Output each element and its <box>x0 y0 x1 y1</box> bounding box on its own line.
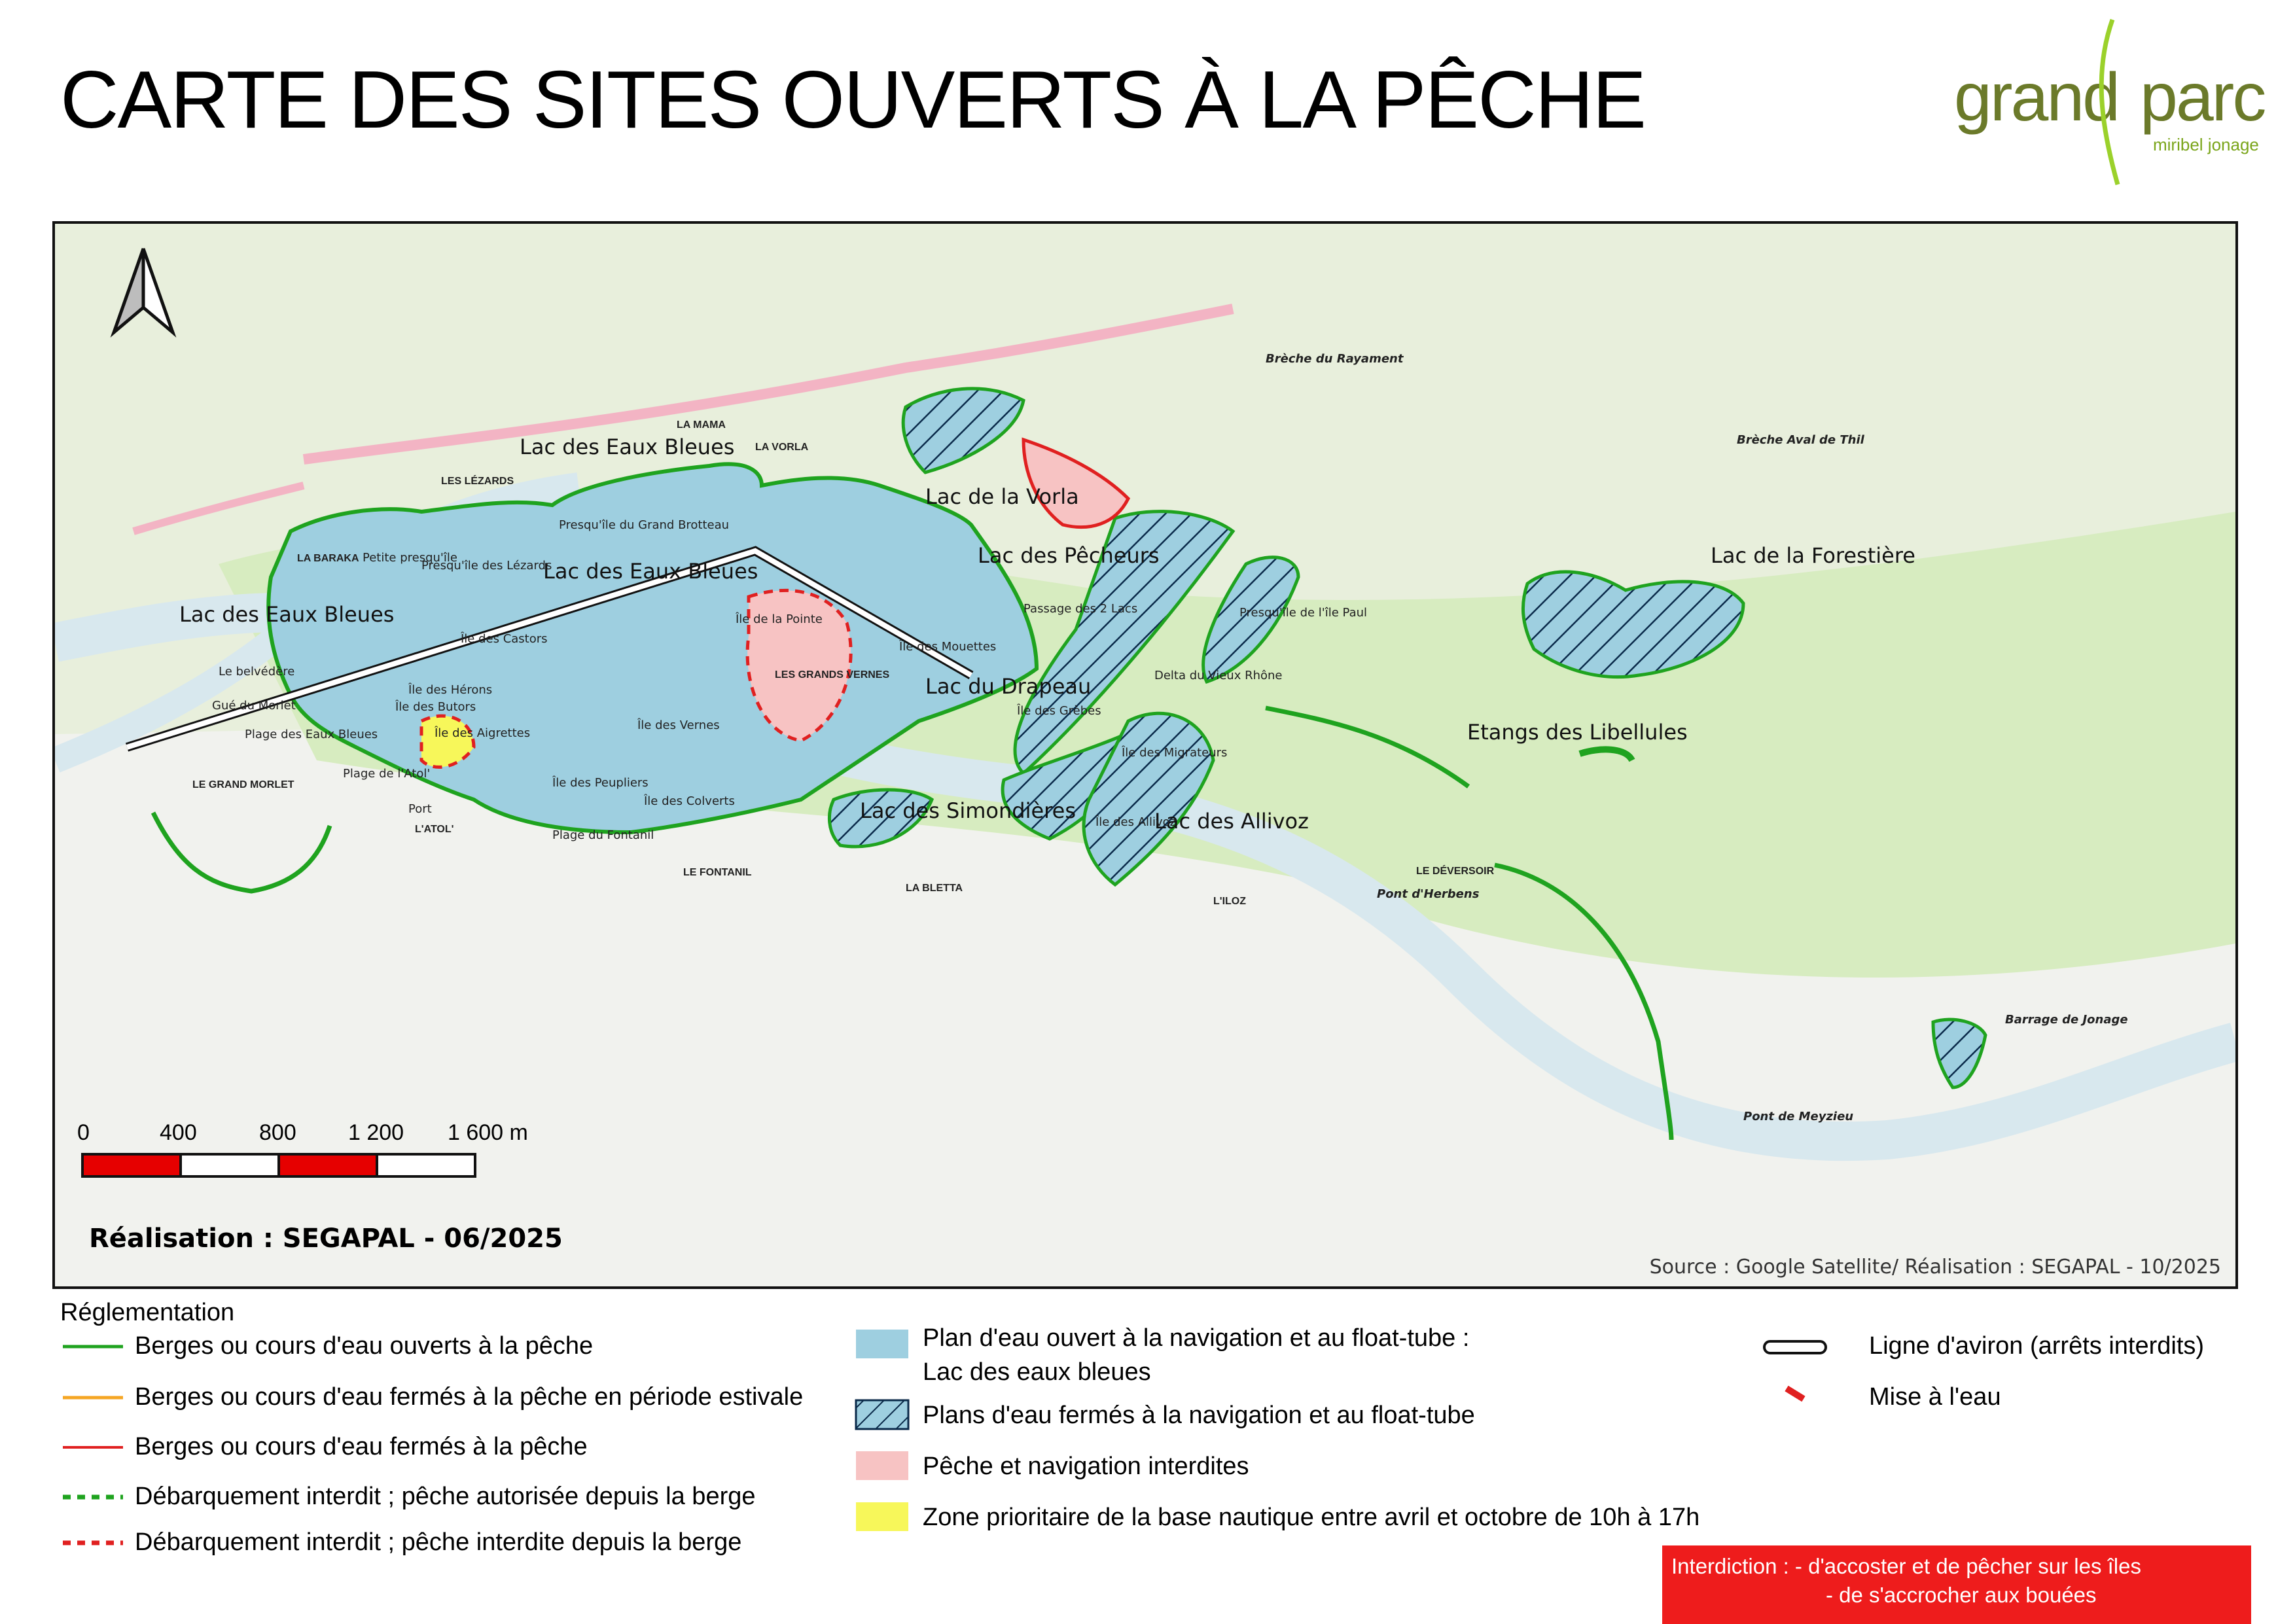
legend-title: Réglementation <box>60 1299 235 1326</box>
feature-label: Delta du Vieux Rhône <box>1154 669 1283 682</box>
lake-label: Lac du Drapeau <box>925 674 1092 699</box>
place-label: LE FONTANIL <box>683 867 752 878</box>
scale-tick: 0 <box>77 1120 90 1145</box>
feature-label: Île des Allivoz <box>1095 815 1177 829</box>
feature-label: Île des Mouettes <box>899 640 997 654</box>
place-label: LA BLETTA <box>906 883 963 894</box>
place-label: LA BARAKA <box>297 553 359 564</box>
place-label: LES GRANDS VERNES <box>775 669 890 680</box>
bold-label: Brèche Aval de Thil <box>1737 433 1864 447</box>
legend-area-label: Plan d'eau ouvert à la navigation et au float-tube : <box>923 1324 1470 1352</box>
place-label: LA MAMA <box>677 419 726 431</box>
feature-label: Île de la Pointe <box>736 612 823 626</box>
interdiction-line-2: - de s'accrocher aux bouées <box>1826 1583 2097 1607</box>
lake-label: Lac de la Vorla <box>925 484 1079 509</box>
lake-label: Lac des Eaux Bleues <box>543 559 758 584</box>
legend-swatch-forbidden <box>856 1451 908 1480</box>
place-label: L'ATOL' <box>415 824 454 835</box>
feature-label: Île des Colverts <box>644 794 735 808</box>
legend-line-label: Débarquement interdit ; pêche autorisée depuis la berge <box>135 1483 756 1510</box>
lake-label: Etangs des Libellules <box>1467 720 1688 745</box>
interdiction-line-1: Interdiction : - d'accoster et de pêcher sur les îles <box>1671 1554 2141 1578</box>
interdiction-box <box>1662 1545 2251 1624</box>
logo-word-grand: grand <box>1954 60 2118 135</box>
feature-label: Plage des Eaux Bleues <box>245 728 378 741</box>
grand-parc-logo <box>1937 13 2277 190</box>
legend-line-swatches <box>60 1332 132 1555</box>
legend-symbol-swatches <box>1760 1335 1832 1413</box>
feature-label: Passage des 2 Lacs <box>1023 602 1138 616</box>
legend-line-label: Berges ou cours d'eau fermés à la pêche <box>135 1433 588 1460</box>
map-source: Source : Google Satellite/ Réalisation : SEGAPAL - 10/2025 <box>1649 1256 2221 1279</box>
legend-area-label: Plans d'eau fermés à la navigation et au float-tube <box>923 1402 1475 1429</box>
feature-label: Presqu'île du Grand Brotteau <box>559 518 730 532</box>
feature-label: Port <box>408 802 432 816</box>
launch-arrow-icon <box>1787 1388 1804 1399</box>
legend-swatch-open-water <box>856 1330 908 1358</box>
legend-area-label: Zone prioritaire de la base nautique entre avril et octobre de 10h à 17h <box>923 1504 1700 1531</box>
feature-label: Presqu'île des Lézards <box>421 559 552 573</box>
feature-label: Île des Butors <box>395 700 476 714</box>
feature-label: Île des Castors <box>461 632 548 646</box>
place-label: LA VORLA <box>755 442 809 453</box>
scale-tick: 400 <box>160 1120 197 1145</box>
feature-label: Île des Vernes <box>637 718 720 732</box>
legend-symbol-label: Ligne d'aviron (arrêts interdits) <box>1869 1332 2205 1360</box>
feature-label: Plage de l'Atol' <box>343 767 431 781</box>
map-frame <box>52 221 2238 1289</box>
legend-line-label: Berges ou cours d'eau ouverts à la pêche <box>135 1332 594 1360</box>
legend-line-label: Débarquement interdit ; pêche interdite depuis la berge <box>135 1528 742 1556</box>
rowing-line-icon <box>1764 1341 1826 1353</box>
feature-label: Gué du Morlet <box>212 699 296 713</box>
feature-label: Plage du Fontanil <box>552 828 654 842</box>
legend-area-label: Pêche et navigation interdites <box>923 1453 1249 1480</box>
feature-label: Île des Peupliers <box>552 776 649 790</box>
bold-label: Brèche du Rayament <box>1266 352 1404 366</box>
legend-area-swatches <box>855 1327 914 1543</box>
place-label: LE GRAND MORLET <box>192 779 294 790</box>
legend-swatch-priority <box>856 1502 908 1531</box>
place-label: LES LÉZARDS <box>441 476 514 487</box>
bold-label: Pont de Meyzieu <box>1743 1110 1854 1123</box>
logo-leaf-icon <box>1937 13 2277 190</box>
place-label: LE DÉVERSOIR <box>1416 866 1495 877</box>
feature-label: Île des Grèbes <box>1017 704 1101 718</box>
place-label: L'ILOZ <box>1213 896 1247 907</box>
feature-label: Île des Migrateurs <box>1122 746 1228 760</box>
lake-label: Lac des Pêcheurs <box>978 543 1160 568</box>
map-canvas[interactable] <box>55 224 2235 1286</box>
bold-label: Barrage de Jonage <box>2005 1013 2128 1027</box>
scale-bar <box>82 1154 475 1176</box>
legend-symbol-label: Mise à l'eau <box>1869 1383 2001 1411</box>
feature-label: Presqu'île de l'île Paul <box>1239 606 1368 620</box>
lake-label: Lac des Eaux Bleues <box>179 602 395 627</box>
lake-label: Lac des Eaux Bleues <box>520 434 735 459</box>
feature-label: Le belvédère <box>219 665 295 679</box>
page-title: CARTE DES SITES OUVERTS À LA PÊCHE <box>60 55 1645 145</box>
lake-label: Lac de la Forestière <box>1711 543 1915 568</box>
lake-label: Lac des Simondières <box>860 798 1076 823</box>
feature-label: Petite presqu'île <box>363 551 457 565</box>
logo-word-parc: parc <box>2140 60 2265 135</box>
scale-tick: 1 600 m <box>448 1120 528 1145</box>
feature-label: Île des Aigrettes <box>435 726 531 740</box>
feature-label: Île des Hérons <box>408 683 493 697</box>
legend-line-label: Berges ou cours d'eau fermés à la pêche en période estivale <box>135 1383 804 1411</box>
legend-area-label: Lac des eaux bleues <box>923 1358 1151 1386</box>
bold-label: Pont d'Herbens <box>1377 887 1480 901</box>
logo-tagline: miribel jonage <box>2153 135 2259 154</box>
lake-label: Lac des Allivoz <box>1154 809 1309 834</box>
scale-tick: 800 <box>259 1120 296 1145</box>
legend-swatch-closed-water <box>856 1400 908 1429</box>
scale-tick: 1 200 <box>348 1120 404 1145</box>
map-credit: Réalisation : SEGAPAL - 06/2025 <box>89 1224 563 1254</box>
